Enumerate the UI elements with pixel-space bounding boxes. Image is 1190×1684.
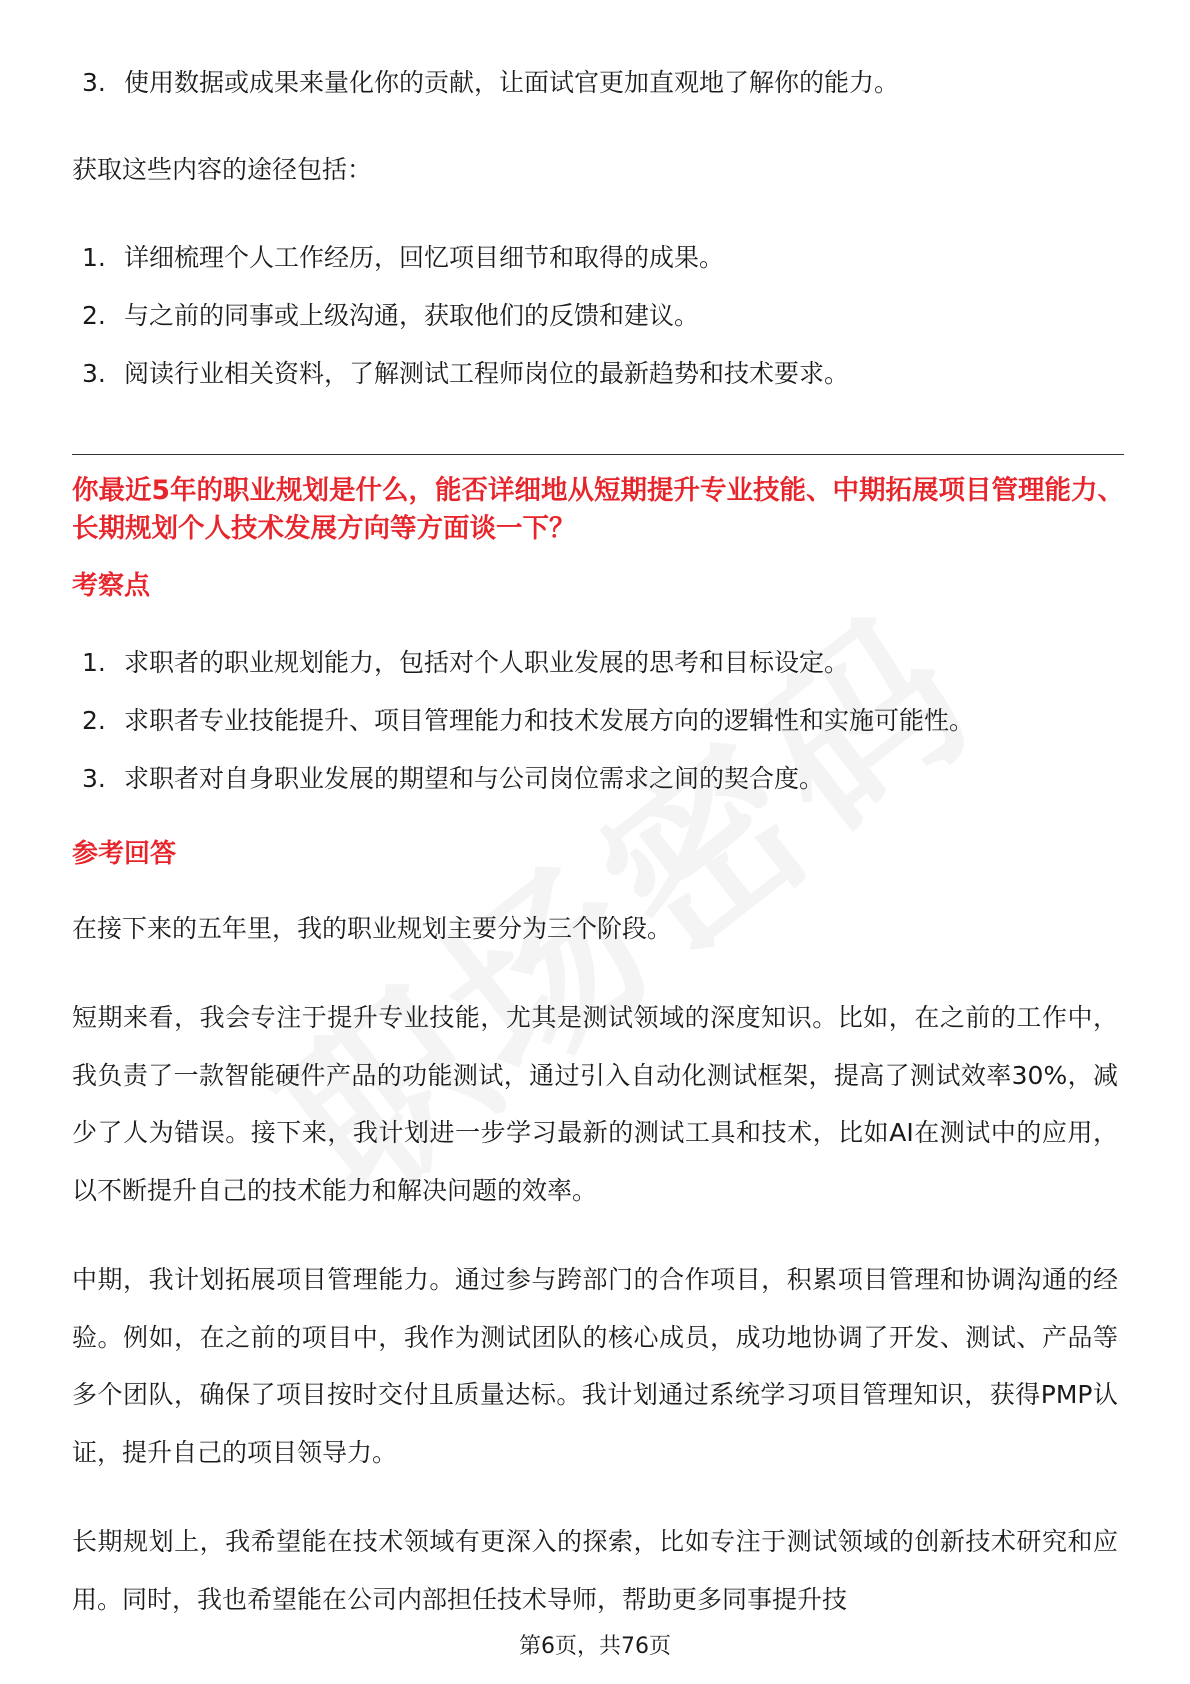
focus-heading: 考察点: [72, 571, 151, 601]
list-item-text: 阅读行业相关资料，了解测试工程师岗位的最新趋势和技术要求。: [124, 359, 850, 388]
list-item-number: 1.: [82, 648, 106, 677]
list-item-text: 与之前的同事或上级沟通，获取他们的反馈和建议。: [124, 301, 700, 330]
answer-paragraph: 短期来看，我会专注于提升专业技能，尤其是测试领域的深度知识。比如，在之前的工作中，我负责了一款智能硬件产品的功能测试，通过引入自动化测试框架，提高了测试效率30%，减少了人为错误。接下来，我计划进一步学习最新的测试工具和技术，比如AI在测试中的应用，以不断提升自己的技术能力和解决问题的效率。: [72, 1003, 1118, 1205]
list-item-number: 3.: [82, 359, 106, 388]
answer-paragraph: 长期规划上，我希望能在技术领域有更深入的探索，比如专注于测试领域的创新技术研究和应用。同时，我也希望能在公司内部担任技术导师，帮助更多同事提升技: [72, 1527, 1118, 1614]
list-item-text: 求职者对自身职业发展的期望和与公司岗位需求之间的契合度。: [124, 764, 825, 793]
list-item-text: 详细梳理个人工作经历，回忆项目细节和取得的成果。: [124, 243, 725, 272]
answer-paragraph: 在接下来的五年里，我的职业规划主要分为三个阶段。: [72, 914, 673, 943]
answer-heading: 参考回答: [72, 839, 177, 869]
list-item-number: 2.: [82, 301, 106, 330]
list-item-number: 2.: [82, 706, 106, 735]
answer-paragraph: 中期，我计划拓展项目管理能力。通过参与跨部门的合作项目，积累项目管理和协调沟通的经验。例如，在之前的项目中，我作为测试团队的核心成员，成功地协调了开发、测试、产品等多个团队，确保了项目按时交付且质量达标。我计划通过系统学习项目管理知识，获得PMP认证，提升自己的项目领导力。: [72, 1265, 1118, 1467]
section-divider: [72, 454, 1124, 455]
interview-question: 你最近5年的职业规划是什么，能否详细地从短期提升专业技能、中期拓展项目管理能力、长期规划个人技术发展方向等方面谈一下？: [72, 475, 1124, 544]
page-number: 第6页，共76页: [519, 1634, 671, 1659]
list-item-number: 1.: [82, 243, 106, 272]
list-item-text: 求职者的职业规划能力，包括对个人职业发展的思考和目标设定。: [124, 648, 850, 677]
list-item-number: 3.: [82, 68, 106, 97]
list-item-text: 使用数据或成果来量化你的贡献，让面试官更加直观地了解你的能力。: [124, 68, 900, 97]
ways-intro: 获取这些内容的途径包括：: [72, 155, 373, 184]
list-item-number: 3.: [82, 764, 106, 793]
list-item-text: 求职者专业技能提升、项目管理能力和技术发展方向的逻辑性和实施可能性。: [124, 706, 975, 735]
